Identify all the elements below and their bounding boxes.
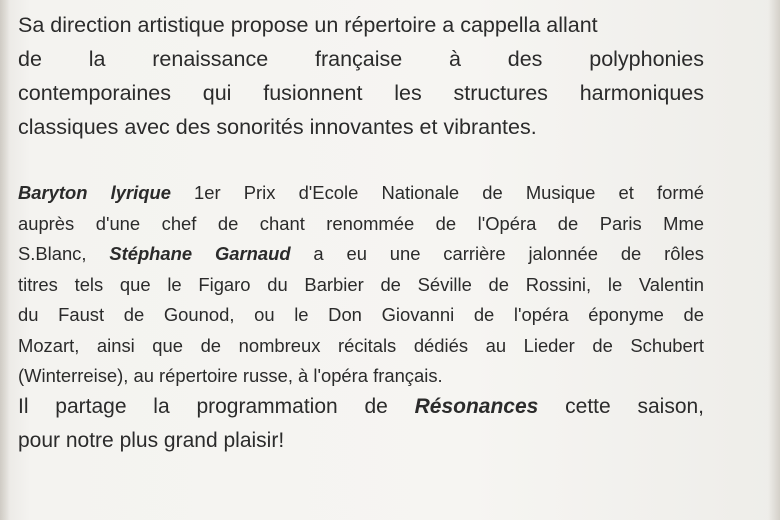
artist-name: Stéphane Garnaud [109, 243, 291, 264]
paragraph3-line-1-start: Il partage la programmation de [18, 395, 415, 418]
paragraph-ensemble-description [18, 8, 704, 144]
paragraph2-line-7: (Winterreise), au répertoire russe, à l'opéra français. [18, 365, 443, 386]
page-shadow-left [0, 0, 10, 520]
paragraph2-line-5: du Faust de Gounod, ou le Don Giovanni de l'opéra éponyme de [18, 304, 704, 325]
paragraph1-line-4: classiques avec des sonorités innovantes et vibrantes. [18, 115, 537, 139]
paragraph2-line-3-text: a eu une carrière jalonnée de rôles [290, 243, 704, 264]
paragraph2-line-2: auprès d'une chef de chant renommée de l'Opéra de Paris Mme [18, 212, 704, 234]
paragraph-closing [18, 390, 704, 458]
paragraph2-line-3-start: S.Blanc, [18, 243, 110, 264]
paragraph1-line-3: contemporaines qui fusionnent les structures harmoniques [18, 81, 704, 105]
paragraph2-line-6: Mozart, ainsi que de nombreux récitals dédiés au Lieder de Schubert [18, 334, 704, 356]
paragraph2-line-1-text: 1er Prix d'Ecole Nationale de Musique et formé [170, 182, 704, 203]
paragraph-baritone-bio [18, 178, 704, 392]
page-shadow-right [768, 0, 780, 520]
paragraph1-line-1: Sa direction artistique propose un répertoire a cappella allant [18, 13, 598, 37]
paragraph2-line-4: titres tels que le Figaro du Barbier de Séville de Rossini, le Valentin [18, 273, 704, 295]
brand-name: Résonances [414, 395, 539, 418]
voice-type-label: Baryton lyrique [18, 182, 171, 203]
paragraph3-line-1 [18, 390, 704, 424]
paragraph2-line-1 [18, 178, 704, 209]
paragraph3-line-2: pour notre plus grand plaisir! [18, 429, 285, 452]
paragraph2-line-3 [18, 239, 704, 270]
paragraph1-line-2: de la renaissance française à des polyphonies [18, 47, 704, 71]
paragraph3-line-1-text: cette saison, [538, 395, 705, 418]
